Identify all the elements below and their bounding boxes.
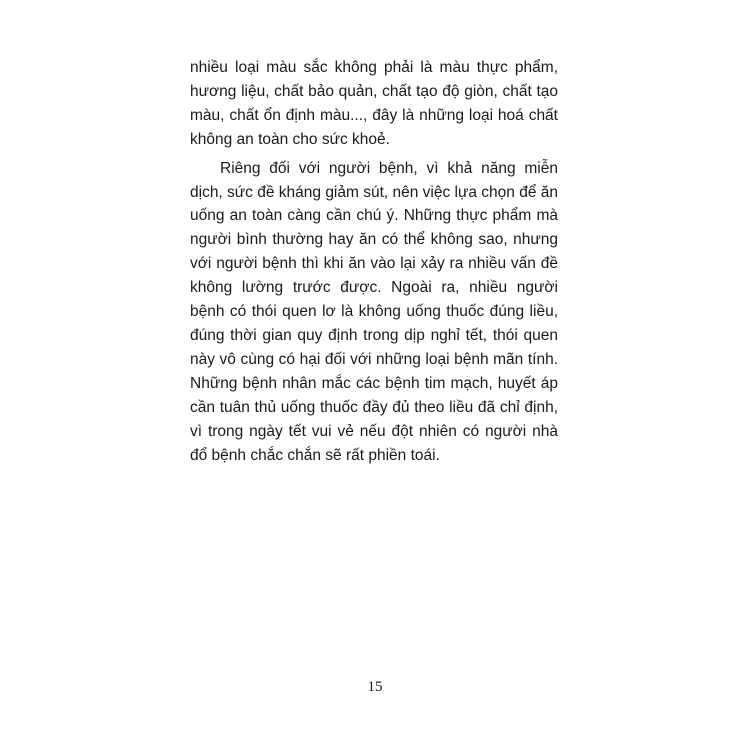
paragraph-main: Riêng đối với người bệnh, vì khả năng miễn dịch, sức đề kháng giảm sút, nên việc lựa chọn để ăn uống an toàn càng cần chú ý. Những thực phẩm mà người bình thường hay ăn có thể không sao, nhưng với người bệnh thì khi ăn vào lại xảy ra nhiều vấn đề không lường trước được. Ngoài ra, nhiều người bệnh có thói quen lơ là không uống thuốc đúng liều, đúng thời gian quy định trong dịp nghỉ tết, thói quen này vô cùng có hại đối với những loại bệnh mãn tính. Những bệnh nhân mắc các bệnh tim mạch, huyết áp cần tuân thủ uống thuốc đầy đủ theo liều đã chỉ định, vì trong ngày tết vui vẻ nếu đột nhiên có người nhà đổ bệnh chắc chắn sẽ rất phiền toái.: [190, 159, 558, 464]
page-number: 15: [367, 679, 383, 695]
paragraph-continued: nhiều loại màu sắc không phải là màu thực phẩm, hương liệu, chất bảo quản, chất tạo độ giòn, chất tạo màu, chất ổn định màu..., đây là những loại hoá chất không an toàn cho sức khoẻ.: [190, 59, 558, 148]
body-text: [190, 56, 558, 467]
